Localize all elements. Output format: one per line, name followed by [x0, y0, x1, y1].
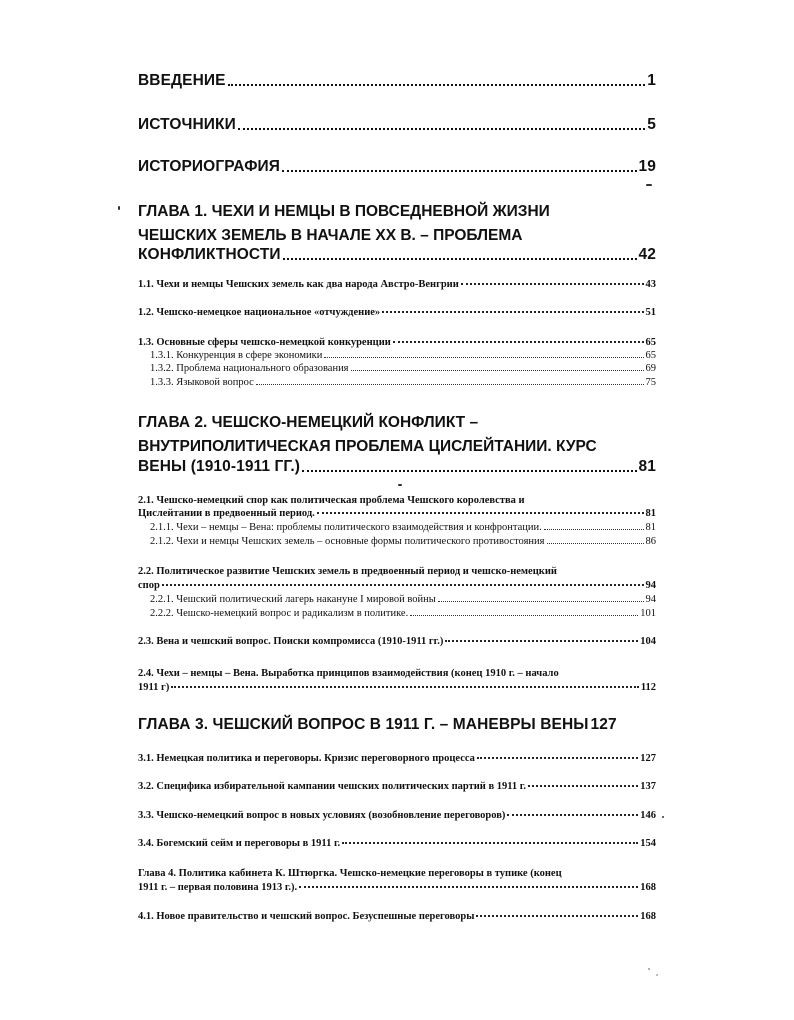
toc-entry-page: 86	[645, 536, 656, 547]
toc-entry-title: 3.3. Чешско-немецкий вопрос в новых условиях (возобновление переговоров)	[138, 810, 506, 821]
toc-entry-1-3-3[interactable]	[150, 377, 656, 388]
toc-entry-title: 2.1.2. Чехи и немцы Чешских земель – основные формы политического противостояния	[150, 536, 545, 547]
toc-entry-title: Цислейтании в предвоенный период.	[138, 508, 315, 519]
toc-entry-title: 1.2. Чешско-немецкое национальное «отчуждение»	[138, 307, 381, 318]
leader-dots	[256, 384, 644, 385]
toc-entry-page: 1	[647, 72, 656, 89]
toc-entry-title: 3.2. Специфика избирательной кампании чешских политических партий в 1911 г.	[138, 781, 527, 792]
chapter-2-heading	[138, 411, 656, 459]
toc-entry-page: 94	[645, 580, 656, 591]
toc-entry-title: ИСТОЧНИКИ	[138, 116, 236, 133]
toc-entry-2-2-1[interactable]	[150, 594, 656, 605]
toc-entry-page: 69	[645, 363, 656, 374]
leader-dots	[477, 757, 638, 759]
toc-entry-2-2[interactable]	[138, 580, 656, 591]
toc-entry-page: 101	[640, 608, 656, 619]
toc-entry-title: 1.3. Основные сферы чешско-немецкой конкуренции	[138, 337, 391, 348]
toc-entry-4-1[interactable]	[138, 911, 656, 922]
toc-entry-chapter-4-line: Глава 4. Политика кабинета К. Штюргка. Чешско-немецкие переговоры в тупике (конец	[138, 868, 562, 879]
toc-entry-page: 112	[640, 682, 656, 693]
toc-entry-2-1-1[interactable]	[150, 522, 656, 533]
leader-dots	[438, 601, 644, 602]
toc-entry-1-3-1[interactable]	[150, 350, 656, 361]
toc-entry-title: 2.2.2. Чешско-немецкий вопрос и радикализм в политике.	[150, 608, 409, 619]
toc-entry-2-1-line: 2.1. Чешско-немецкий спор как политическая проблема Чешского королевства и	[138, 495, 525, 506]
leader-dots	[162, 584, 644, 586]
toc-entry-page: 19	[638, 158, 656, 175]
toc-entry-page: 94	[645, 594, 656, 605]
leader-dots	[410, 615, 638, 616]
toc-entry-2-2-2[interactable]	[150, 608, 656, 619]
leader-dots	[282, 170, 637, 172]
toc-entry-page: 5	[647, 116, 656, 133]
toc-entry-intro[interactable]	[138, 72, 656, 90]
scan-speck	[662, 816, 664, 818]
toc-entry-title: 2.2.1. Чешский политический лагерь накануне I мировой войны	[150, 594, 436, 605]
toc-entry-3-3[interactable]	[138, 810, 656, 821]
toc-entry-page: 168	[640, 911, 656, 922]
toc-entry-3-2[interactable]	[138, 781, 656, 792]
chapter-1-heading	[138, 200, 656, 248]
scan-speck	[118, 206, 120, 210]
toc-entry-2-3[interactable]	[138, 636, 656, 647]
leader-dots	[283, 258, 637, 260]
toc-entry-page: 42	[638, 246, 656, 263]
toc-entry-title: 4.1. Новое правительство и чешский вопрос. Безуспешные переговоры	[138, 911, 475, 922]
leader-dots	[476, 915, 638, 917]
toc-entry-chapter-3[interactable]	[138, 716, 660, 734]
leader-dots	[544, 529, 644, 530]
leader-dots	[393, 341, 644, 343]
leader-dots	[317, 512, 644, 514]
toc-entry-3-1[interactable]	[138, 753, 656, 764]
toc-entry-page: 81	[645, 508, 656, 519]
toc-entry-2-4[interactable]	[138, 682, 656, 693]
toc-entry-page: 104	[640, 636, 656, 647]
toc-entry-title: спор	[138, 580, 160, 591]
toc-entry-sources[interactable]	[138, 116, 656, 134]
leader-dots	[461, 283, 644, 285]
leader-dots	[382, 311, 643, 313]
toc-entry-2-4-line: 2.4. Чехи – немцы – Вена. Выработка принципов взаимодействия (конец 1910 г. – начало	[138, 668, 559, 679]
toc-entry-1-3[interactable]	[138, 337, 656, 348]
toc-entry-1-1[interactable]	[138, 279, 656, 290]
toc-entry-3-4[interactable]	[138, 838, 656, 849]
toc-entry-historiography[interactable]	[138, 158, 656, 176]
toc-entry-title: КОНФЛИКТНОСТИ	[138, 246, 281, 263]
leader-dots	[302, 470, 636, 472]
toc-entry-title: 3.4. Богемский сейм и переговоры в 1911 г.	[138, 838, 341, 849]
toc-entry-page: 51	[645, 307, 656, 318]
toc-entry-title: ВЕНЫ (1910-1911 ГГ.)	[138, 458, 301, 475]
chapter-heading-line: ЧЕШСКИХ ЗЕМЕЛЬ В НАЧАЛЕ XX В. – ПРОБЛЕМА	[138, 227, 523, 244]
scan-speck	[648, 968, 650, 970]
toc-entry-page: 75	[645, 377, 656, 388]
toc-entry-page: 81	[645, 522, 656, 533]
chapter-heading-line: ГЛАВА 1. ЧЕХИ И НЕМЦЫ В ПОВСЕДНЕВНОЙ ЖИЗНИ	[138, 203, 550, 220]
toc-entry-title: ГЛАВА 3. ЧЕШСКИЙ ВОПРОС В 1911 Г. – МАНЕВРЫ ВЕНЫ	[138, 716, 589, 733]
toc-entry-title: ИСТОРИОГРАФИЯ	[138, 158, 281, 175]
toc-entry-page: 146	[640, 810, 656, 821]
leader-dots	[228, 84, 646, 86]
leader-dots	[324, 357, 643, 358]
leader-dots	[299, 886, 638, 888]
toc-entry-page: 137	[640, 781, 656, 792]
toc-entry-page: 65	[645, 337, 656, 348]
toc-entry-page: 168	[640, 882, 656, 893]
leader-dots	[171, 686, 639, 688]
toc-entry-title: 2.3. Вена и чешский вопрос. Поиски компромисса (1910-1911 гг.)	[138, 636, 444, 647]
chapter-heading-line: ГЛАВА 2. ЧЕШСКО-НЕМЕЦКИЙ КОНФЛИКТ –	[138, 414, 479, 431]
toc-entry-page: 127	[590, 716, 617, 733]
leader-dots	[342, 842, 638, 844]
scan-speck	[656, 974, 658, 976]
toc-entry-2-2-line: 2.2. Политическое развитие Чешских земель в предвоенный период и чешско-немецкий	[138, 566, 557, 577]
toc-entry-title: 1.3.3. Языковой вопрос	[150, 377, 254, 388]
toc-entry-2-1[interactable]	[138, 508, 656, 519]
leader-dots	[238, 128, 645, 130]
toc-entry-title: 1.3.2. Проблема национального образования	[150, 363, 349, 374]
toc-entry-title: 1911 г. – первая половина 1913 г.).	[138, 882, 298, 893]
toc-entry-page: 81	[638, 458, 656, 475]
toc-entry-title: 1911 г)	[138, 682, 170, 693]
toc-entry-title: 2.1.1. Чехи – немцы – Вена: проблемы политического взаимодействия и конфронтации.	[150, 522, 542, 533]
toc-entry-page: 127	[640, 753, 656, 764]
toc-entry-page: 43	[645, 279, 656, 290]
chapter-heading-line: ВНУТРИПОЛИТИЧЕСКАЯ ПРОБЛЕМА ЦИСЛЕЙТАНИИ. КУРС	[138, 438, 597, 455]
toc-entry-page: 65	[645, 350, 656, 361]
toc-entry-title: ВВЕДЕНИЕ	[138, 72, 226, 89]
toc-entry-chapter-1[interactable]	[138, 246, 656, 264]
scan-speck	[398, 484, 402, 486]
toc-entry-title: 1.3.1. Конкуренция в сфере экономики	[150, 350, 323, 361]
leader-dots	[351, 370, 644, 371]
leader-dots	[445, 640, 638, 642]
leader-dots	[528, 785, 638, 787]
toc-entry-1-3-2[interactable]	[150, 363, 656, 374]
leader-dots	[547, 543, 644, 544]
toc-entry-title: 3.1. Немецкая политика и переговоры. Кризис переговорного процесса	[138, 753, 475, 764]
toc-entry-page: 154	[640, 838, 656, 849]
toc-entry-title: 1.1. Чехи и немцы Чешских земель как два народа Австро-Венгрии	[138, 279, 459, 290]
leader-dots	[507, 814, 638, 816]
toc-entry-1-2[interactable]	[138, 307, 656, 318]
scan-speck	[646, 184, 652, 186]
toc-entry-chapter-2[interactable]	[138, 458, 656, 476]
toc-entry-chapter-4[interactable]	[138, 882, 656, 893]
toc-entry-2-1-2[interactable]	[150, 536, 656, 547]
